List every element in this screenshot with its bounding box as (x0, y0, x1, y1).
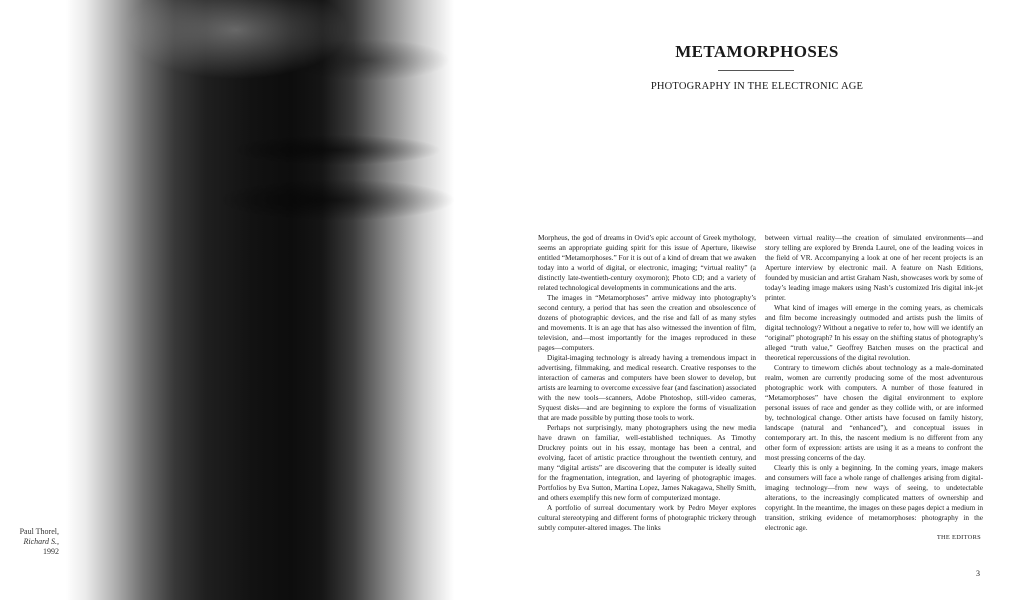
editors-signature: THE EDITORS (936, 534, 981, 541)
caption-work-title: Richard S., (23, 537, 59, 546)
paragraph: What kind of images will emerge in the coming years, as chemicals and film become increasingly outmoded and artists push the limits of digital technology? Without a negative to refer to, how will we identify an “original” photograph? In his essay on the shifting status of photography’s alleged “truth value,” Geoffrey Batchen muses on the practical and theoretical repercussions of the digital revolution. (765, 303, 983, 362)
paragraph: between virtual reality—the creation of simulated environments—and story telling are explored by Brenda Laurel, one of the leading voices in the field of VR. Accompanying a look at one of her recent projects is an Aperture interview by electronic mail. A feature on Nash Editions, founded by musician and artist Graham Nash, showcases work by some of today’s leading image makers using Nash’s customized Iris digital ink-jet printer. (765, 233, 983, 302)
blurred-portrait-photograph (66, 0, 454, 600)
body-column-left (538, 233, 756, 533)
paragraph: A portfolio of surreal documentary work by Pedro Meyer explores cultural stereotyping and different forms of photographic trickery through subtly computer-altered images. The links (538, 503, 756, 532)
article-title: METAMORPHOSES (675, 42, 839, 61)
paragraph: Contrary to timeworn clichés about technology as a male-dominated realm, women are currently producing some of the most adventurous photographic work with computers. A number of those featured in “Metamorphoses” have chosen the digital environment to explore personal issues of race and gender as they collide with, or are informed by, technological change. Other artists have focused on family history, landscape (natural and “enhanced”), and conceptual issues in contemporary art. In this, the nascent medium is no different from any other form of expression: artists are using it as a means to confront the most pressing concerns of the day. (765, 363, 983, 462)
photo-caption (0, 527, 59, 557)
paragraph: Clearly this is only a beginning. In the coming years, image makers and consumers will face a whole range of challenges arising from digital-imaging technology—from new ways of seeing, to undetectable alterations, to the increasingly complicated matters of ownership and copyright. In the meantime, the images on these pages depict a medium in transition, striking evidence of metamorphoses: photography in the electronic age. (765, 463, 983, 532)
page-number: 3 (976, 569, 980, 578)
paragraph: The images in “Metamorphoses” arrive midway into photography’s second century, a period that has seen the creation and obsolescence of dozens of photographic devices, and the rise and fall of as many styles and movements. It is an age that has also witnessed the invention of film, television, and—most importantly for the images reproduced in these pages—computers. (538, 293, 756, 352)
body-column-right (765, 233, 983, 543)
article-subtitle: PHOTOGRAPHY IN THE ELECTRONIC AGE (650, 81, 864, 92)
paragraph: Perhaps not surprisingly, many photographers using the new media have drawn on familiar, well-established techniques. As Timothy Druckrey points out in his essay, montage has been a central, and evolving, facet of artistic practice throughout the twentieth century, and many “digital artists” are discovering that the computer is ideally suited for the fragmentation, integration, and layering of photographic images. Portfolios by Eva Sutton, Martina Lopez, James Nakagawa, Shelly Smith, and others exemplify this new form of computerized montage. (538, 423, 756, 502)
title-divider (718, 70, 794, 71)
paragraph: Digital-imaging technology is already having a tremendous impact in advertising, filmmaking, and medical research. Creative responses to the interaction of cameras and computers have been slower to develop, but artists are learning to overcome excessive fear (and fascination) associated with the new tools—scanners, Adobe Photoshop, still-video cameras, Syquest disks—and are beginning to explore the forms of visualization that are made possible by putting those tools to work. (538, 353, 756, 422)
paragraph: Morpheus, the god of dreams in Ovid’s epic account of Greek mythology, seems an appropriate guiding spirit for this issue of Aperture, likewise entitled “Metamorphoses.” For it is out of a kind of dream that we awaken today into a world of digital, or electronic, imaging; “virtual reality” (a distinctly late-twentieth-century oxymoron); Photo CD; and a variety of related technological developments in communications and the arts. (538, 233, 756, 292)
caption-artist: Paul Thorel, (19, 527, 59, 536)
caption-year: 1992 (43, 547, 59, 556)
